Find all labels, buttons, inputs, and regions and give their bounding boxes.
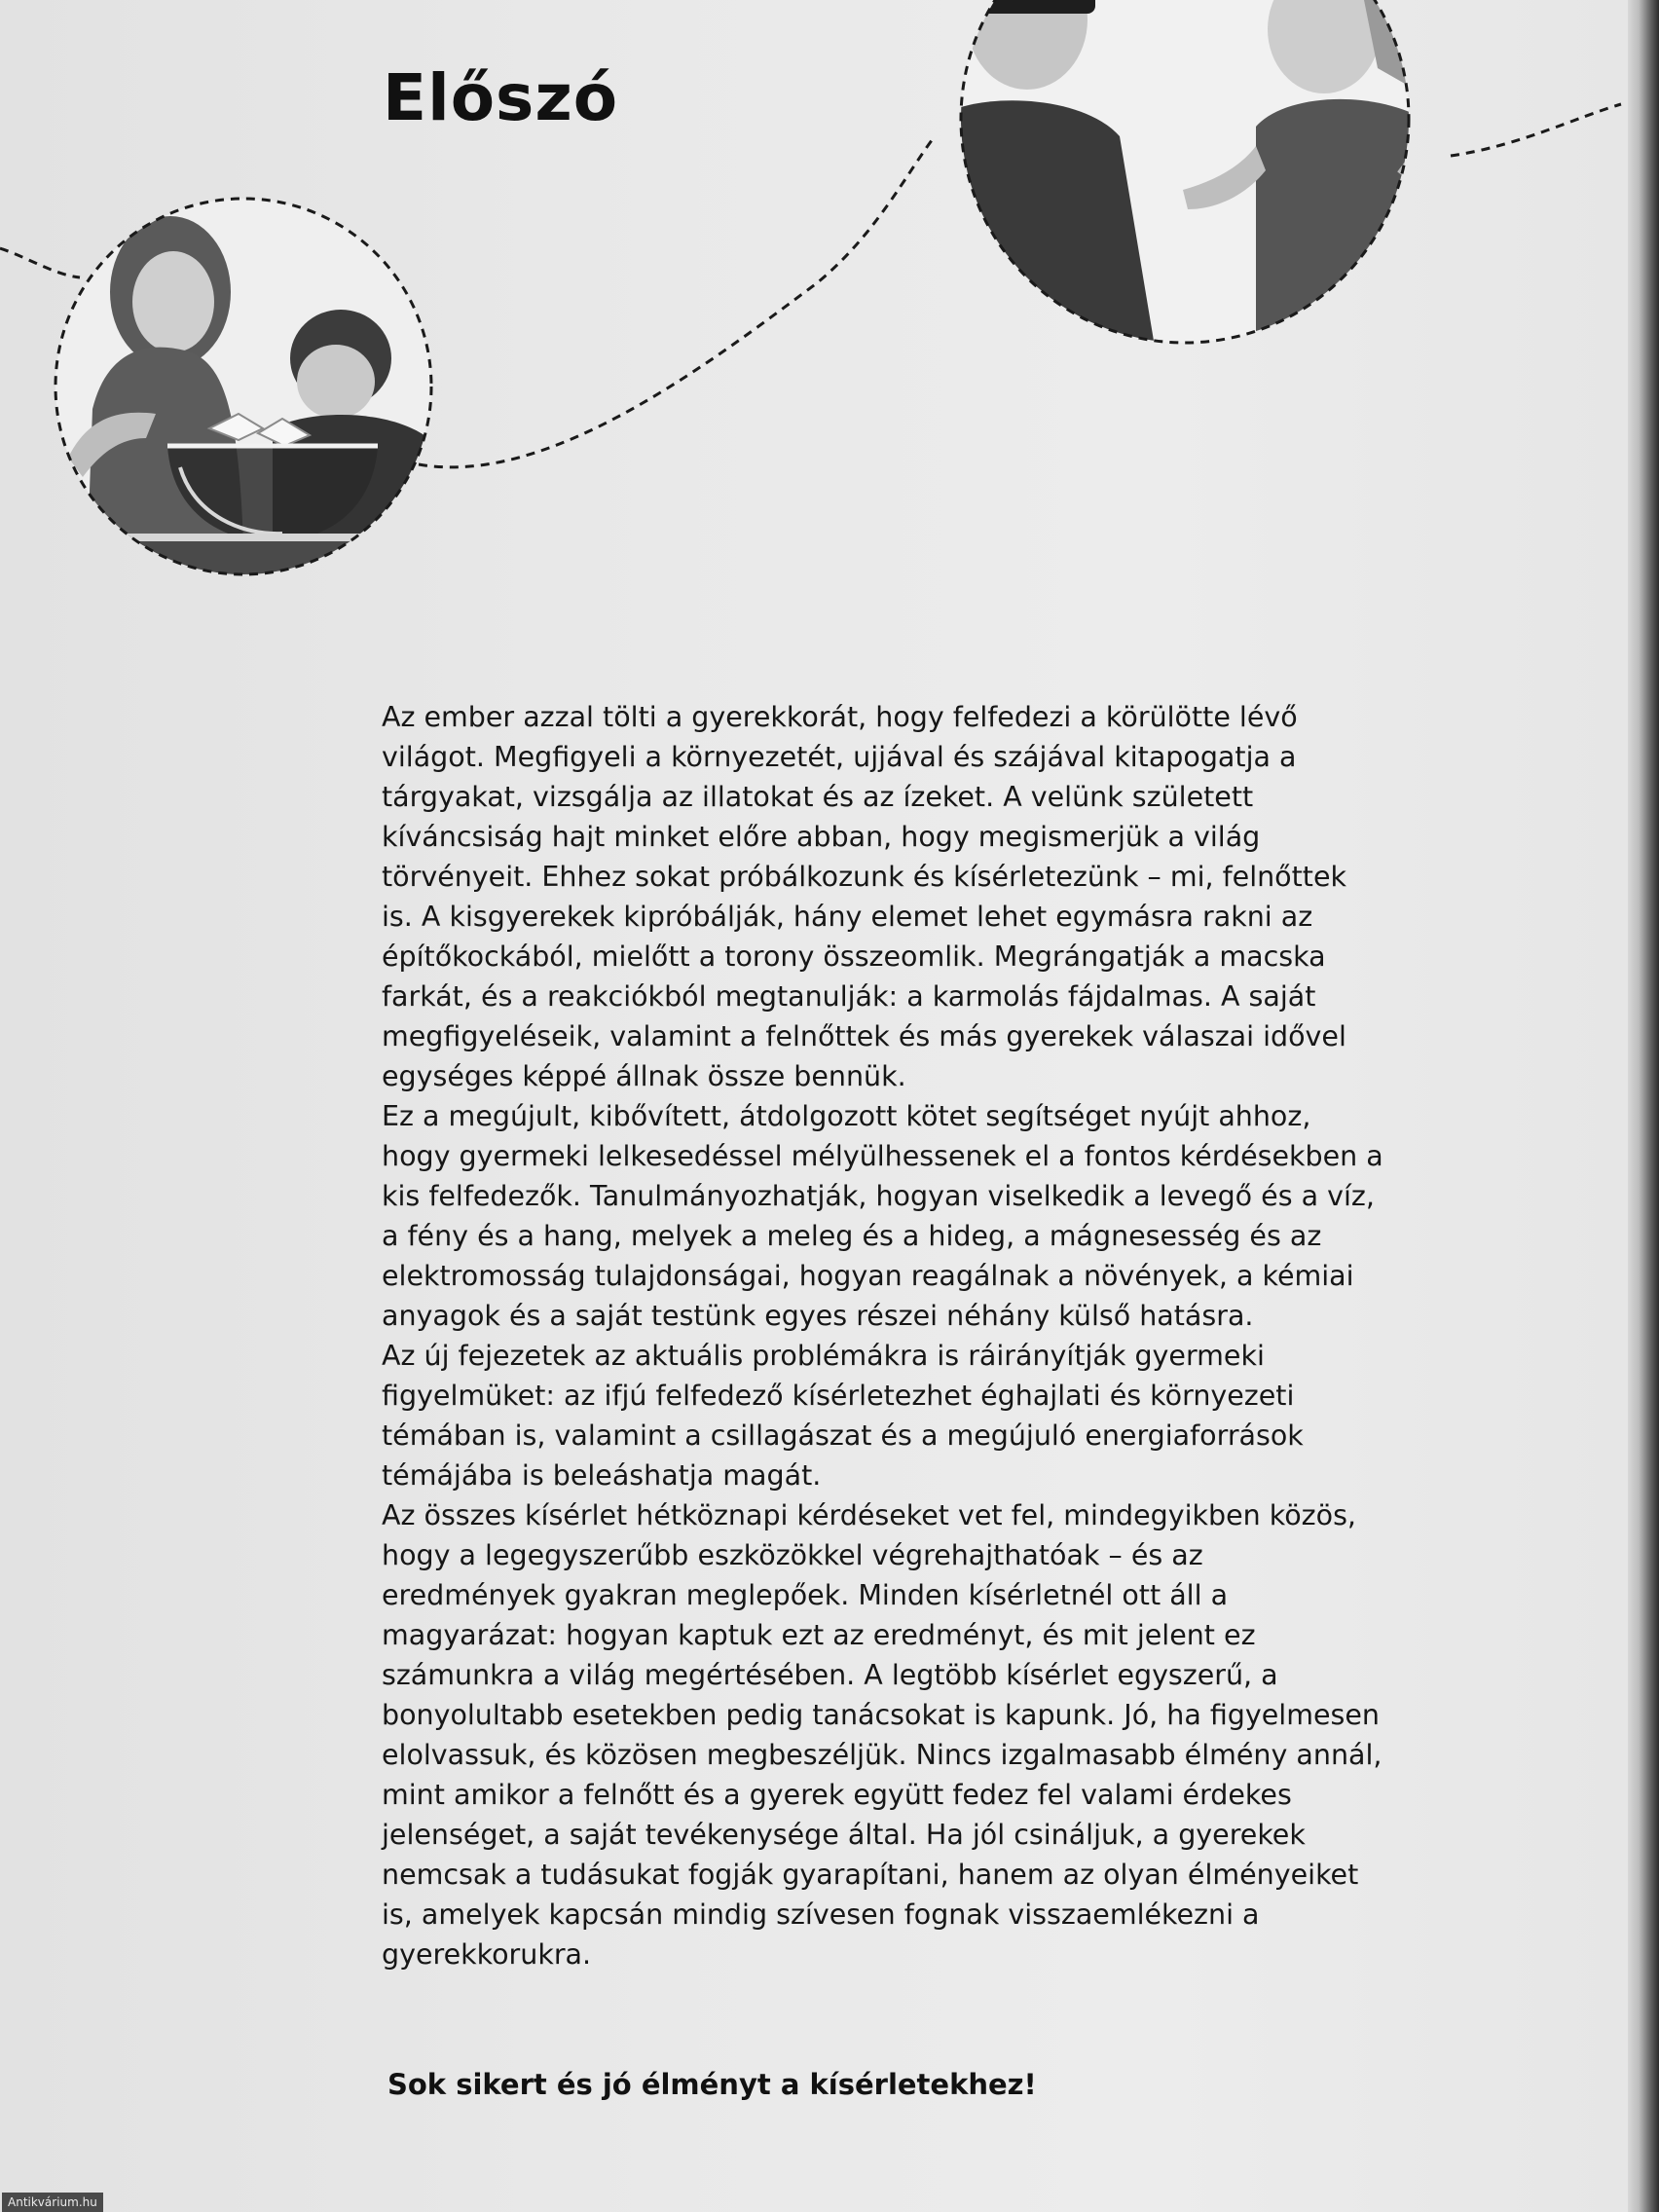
photo-children-laughing — [925, 0, 1451, 370]
dashed-curve — [1451, 104, 1621, 156]
photo-children-bowl — [49, 195, 438, 584]
watermark: Antikvárium.hu — [2, 2193, 103, 2212]
dashed-curve — [419, 136, 935, 467]
paragraph: Az összes kísérlet hétköznapi kérdéseket vet fel, mindegyikben közös, hogy a legegyszerűbb eszközökkel végrehajthatóak – és az eredmények gyakran meglepőek. Minden kísérletnél ott áll a magyarázat: hogyan kaptuk ezt az eredményt, és mit jelent ez számunkra a világ megértésében. A legtöbb kísérlet egyszerű, a bonyolultabb esetekben pedig tanácsokat is kapunk. Jó, ha figyelmesen elolvassuk, és közösen megbeszéljük. Nincs izgalmasabb élmény annál, mint amikor a felnőtt és a gyerek együtt fedez fel valami érdekes jelenséget, a saját tevékenysége által. Ha jól csináljuk, a gyerekek nemcsak a tudásukat fogják gyarapítani, hanem az olyan élményeiket is, amelyek kapcsán mindig szívesen fognak visszaemlékezni a gyerekkorukra. — [382, 1499, 1382, 1971]
dashed-curve — [0, 248, 80, 277]
paragraph: Ez a megújult, kibővített, átdolgozott kötet segítséget nyújt ahhoz, hogy gyermeki lelkesedéssel mélyülhessenek el a fontos kérdésekben a kis felfedezők. Tanulmányozhatják, hogyan viselkedik a levegő és a víz, a fény és a hang, melyek a meleg és a hideg, a mágnesesség és az elektromosság tulajdonságai, hogyan reagálnak a növények, a kémiai anyagok és a saját testünk egyes részei néhány külső hatásra. — [382, 1100, 1383, 1332]
illustration-layer — [0, 0, 1638, 623]
paragraph: Az új fejezetek az aktuális problémákra is ráirányítják gyermeki figyelmüket: az ifjú felfedező kísérletezhet éghajlati és környezeti témában is, valamint a csillagászat és a megújuló energiaforrások témájába is beleáshatja magát. — [382, 1340, 1304, 1492]
foreword-body — [382, 697, 1384, 1974]
paragraph: Az ember azzal tölti a gyerekkorát, hogy felfedezi a körülötte lévő világot. Megfigyeli a környezetét, ujjával és szájával kitapogatja a tárgyakat, vizsgálja az illatokat és az ízeket. A velünk született kíváncsiság hajt minket előre abban, hogy megismerjük a világ törvényeit. Ehhez sokat próbálkozunk és kísérletezünk – mi, felnőttek is. A kisgyerekek kipróbálják, hány elemet lehet egymásra rakni az építőkockából, mielőtt a torony összeomlik. Megrángatják a macska farkát, és a reakciókból megtanulják: a karmolás fájdalmas. A saját megfigyeléseik, valamint a felnőttek és más gyerekek válaszai idővel egységes képpé állnak össze bennük. — [382, 701, 1347, 1092]
page-title: Előszó — [383, 60, 619, 135]
book-spine-edge — [1628, 0, 1659, 2212]
closing-line: Sok sikert és jó élményt a kísérletekhez! — [387, 2068, 1037, 2101]
